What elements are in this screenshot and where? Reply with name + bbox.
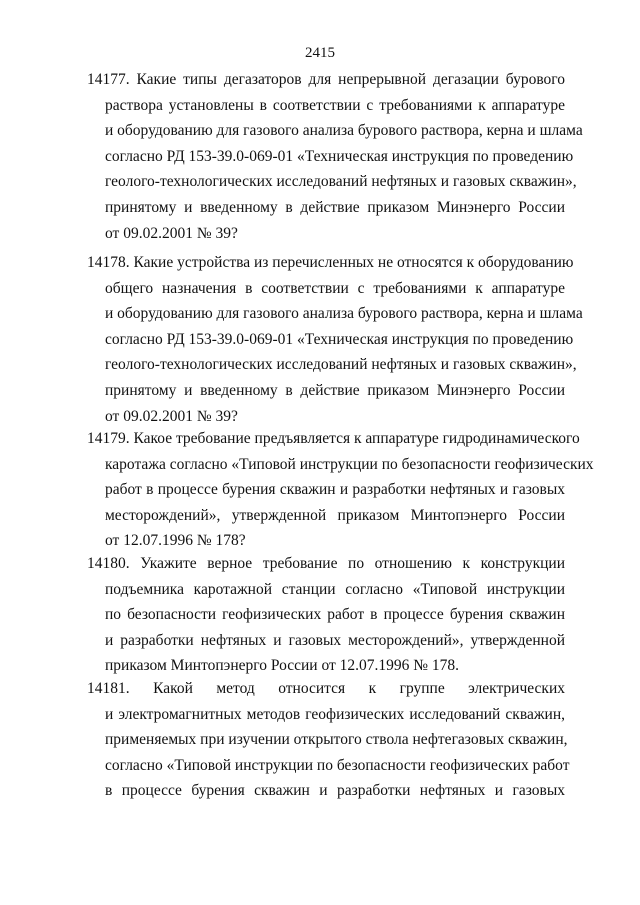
question-14180 [87,551,565,679]
question-line: 14180. Укажите верное требование по отношению к конструкции [87,555,565,572]
question-line: 14181. Какой метод относится к группе электрических [87,680,565,697]
question-line: принятому и введенному в действие приказом Минэнерго России [105,198,565,216]
question-line: принятому и введенному в действие приказом Минэнерго России [105,381,565,399]
question-line: и разработки нефтяных и газовых месторождений», утвержденной [105,631,565,649]
question-line: каротажа согласно «Типовой инструкции по безопасности геофизических [105,455,594,473]
question-line: согласно РД 153-39.0-069-01 «Техническая инструкция по проведению [105,147,574,165]
question-line: общего назначения в соответствии с требованиями к аппаратуре [105,279,565,297]
question-line: по безопасности геофизических работ в процессе бурения скважин [105,606,565,624]
question-line: геолого-технологических исследований нефтяных и газовых скважин», [105,173,577,191]
question-line: согласно РД 153-39.0-069-01 «Техническая инструкция по проведению [105,330,574,348]
question-line: согласно «Типовой инструкции по безопасности геофизических работ [105,756,570,774]
question-line: от 09.02.2001 № 39? [105,224,238,242]
question-line: работ в процессе бурения скважин и разработки нефтяных и газовых [105,481,565,499]
question-line: от 12.07.1996 № 178? [105,532,246,550]
question-line: и оборудованию для газового анализа бурового раствора, керна и шлама [105,305,583,323]
question-line: и оборудованию для газового анализа бурового раствора, керна и шлама [105,122,583,140]
question-line: 14177. Какие типы дегазаторов для непрерывной дегазации бурового [87,71,565,88]
question-line: геолого-технологических исследований нефтяных и газовых скважин», [105,356,577,374]
question-14177 [87,67,583,246]
question-line: приказом Минтопэнерго России от 12.07.1996 № 178. [105,657,460,675]
question-14178 [87,250,583,429]
question-line: от 09.02.2001 № 39? [105,407,238,425]
question-14179 [87,426,594,554]
question-line: подъемника каротажной станции согласно «Типовой инструкции [105,580,565,598]
question-line: в процессе бурения скважин и разработки нефтяных и газовых [105,782,565,800]
question-line: 14178. Какие устройства из перечисленных не относятся к оборудованию [87,254,574,271]
question-14181 [87,676,570,804]
page-number: 2415 [305,45,335,61]
question-line: месторождений», утвержденной приказом Минтопэнерго России [105,506,565,524]
question-line: раствора установлены в соответствии с требованиями к аппаратуре [105,96,565,114]
question-line: применяемых при изучении открытого ствола нефтегазовых скважин, [105,731,568,749]
question-line: 14179. Какое требование предъявляется к аппаратуре гидродинамического [87,430,580,447]
question-line: и электромагнитных методов геофизических исследований скважин, [105,705,565,723]
